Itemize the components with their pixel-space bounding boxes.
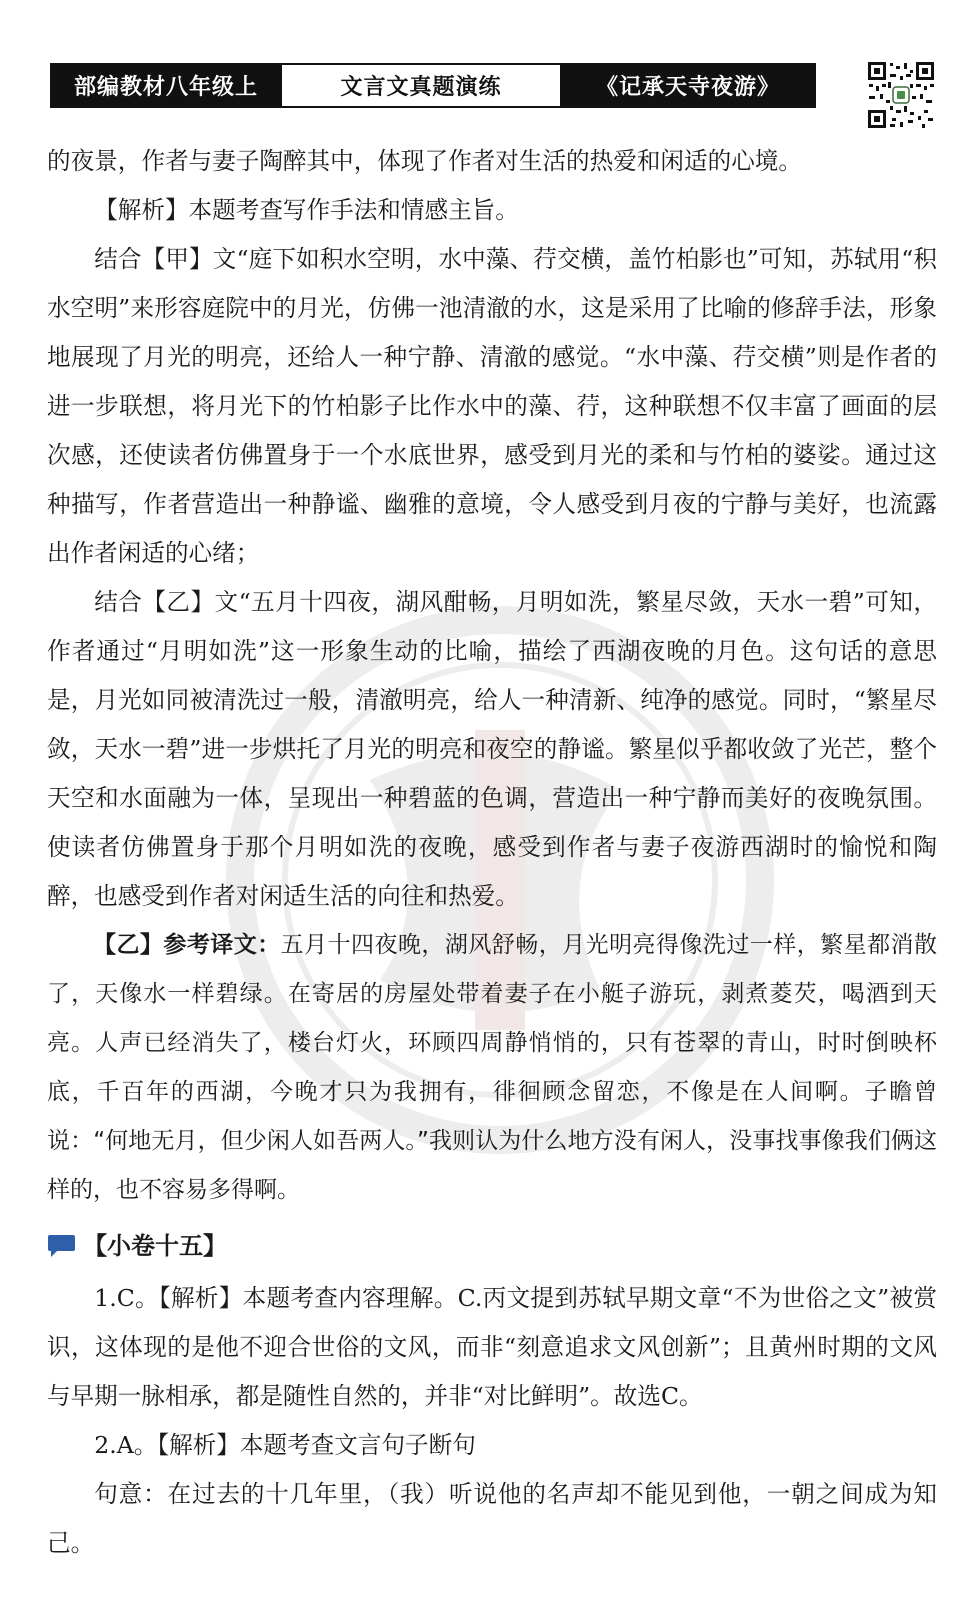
section-title: 【小卷十五】: [83, 1231, 227, 1260]
header-topic: 文言文真题演练: [280, 65, 562, 106]
answer-2-meaning: 句意：在过去的十几年里，（我）听说他的名声却不能见到他，一朝之间成为知己。: [47, 1480, 937, 1557]
header-bar: [50, 63, 816, 108]
header-lesson: 《记承天寺夜游》: [562, 65, 814, 106]
paragraph-analysis-jia: 结合【甲】文“庭下如积水空明，水中藻、荇交横，盖竹柏影也”可知，苏轼用“积水空明”来形容庭院中的月光，仿佛一池清澈的水，这是采用了比喻的修辞手法，形象地展现了月光的明亮，还给人一种宁静、清澈的感觉。“水中藻、荇交横”则是作者的进一步联想，将月光下的竹柏影子比作水中的藻、荇，这种联想不仅丰富了画面的层次感，还使读者仿佛置身于一个水底世界，感受到月光的柔和与竹柏的婆娑。通过这种描写，作者营造出一种静谧、幽雅的意境，令人感受到月夜的宁静与美好，也流露出作者闲适的心绪；: [47, 245, 937, 567]
paragraph-analysis-heading: 【解析】本题考查写作手法和情感主旨。: [94, 196, 519, 224]
qr-code-icon: [866, 60, 936, 130]
speech-bubble-icon: [47, 1233, 77, 1259]
translation-text: 五月十四夜晚，湖风舒畅，月光明亮得像洗过一样，繁星都消散了，天像水一样碧绿。在寄居的房屋处带着妻子在小艇子游玩，剥煮菱芡，喝酒到天亮。人声已经消失了，楼台灯火，环顾四周静悄悄的，只有苍翠的青山，时时倒映杯底，千百年的西湖，今晚才只为我拥有，徘徊顾念留恋，不像是在人间啊。子瞻曾说：“何地无月，但少闲人如吾两人。”我则认为什么地方没有闲人，没事找事像我们俩这样的，也不容易多得啊。: [47, 932, 938, 1203]
paragraph-continuation: 的夜景，作者与妻子陶醉其中，体现了作者对生活的热爱和闲适的心境。: [47, 147, 802, 175]
answer-1: 1.C。【解析】本题考查内容理解。C.丙文提到苏轼早期文章“不为世俗之文”被赏识，这体现的是他不迎合世俗的文风，而非“刻意追求文风创新”；且黄州时期的文风与早期一脉相承，都是随性自然的，并非“对比鲜明”。故选C。: [47, 1284, 937, 1410]
header-grade: 部编教材八年级上: [52, 65, 280, 106]
document-body: [47, 137, 937, 1568]
answer-2: 2.A。【解析】本题考查文言句子断句: [94, 1431, 476, 1459]
section-heading: [47, 1221, 937, 1270]
translation-label: 【乙】参考译文：: [93, 932, 281, 958]
paragraph-analysis-yi: 结合【乙】文“五月十四夜，湖风酣畅，月明如洗，繁星尽敛，天水一碧”可知，作者通过“月明如洗”这一形象生动的比喻，描绘了西湖夜晚的月色。这句话的意思是，月光如同被清洗过一般，清澈明亮，给人一种清新、纯净的感觉。同时，“繁星尽敛，天水一碧”进一步烘托了月光的明亮和夜空的静谧。繁星似乎都收敛了光芒，整个天空和水面融为一体，呈现出一种碧蓝的色调，营造出一种宁静而美好的夜晚氛围。使读者仿佛置身于那个月明如洗的夜晚，感受到作者与妻子夜游西湖时的愉悦和陶醉，也感受到作者对闲适生活的向往和热爱。: [47, 588, 937, 910]
paragraph-translation: [47, 921, 937, 1215]
